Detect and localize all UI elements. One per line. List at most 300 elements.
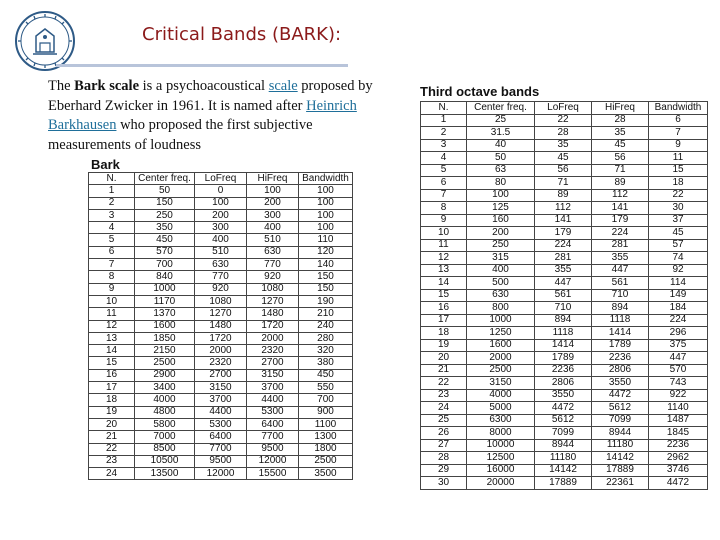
table-cell: 400 [247,222,299,234]
table-cell: 710 [535,302,592,315]
table-cell: 447 [649,352,708,365]
table-cell: 2236 [649,439,708,452]
table-cell: 2806 [535,377,592,390]
table-cell: 19 [421,339,467,352]
table-cell: 7700 [195,443,247,455]
table-cell: 2500 [467,364,535,377]
table-cell: 296 [649,327,708,340]
third-octave-caption: Third octave bands [420,84,540,99]
table-cell: 92 [649,264,708,277]
table-cell: 100 [467,189,535,202]
table-cell: 71 [592,164,649,177]
table-cell: 200 [467,227,535,240]
table-cell: 17 [89,382,135,394]
table-cell: 500 [467,277,535,290]
table-cell: 1480 [195,320,247,332]
table-cell: 200 [195,209,247,221]
table-cell: 56 [592,152,649,165]
table-cell: 4 [89,222,135,234]
table-cell: 2806 [592,364,649,377]
table-cell: 1300 [299,431,353,443]
table-cell: 24 [421,402,467,415]
table-cell: 149 [649,289,708,302]
table-row [421,377,708,390]
table-cell: 5000 [467,402,535,415]
table-cell: 22 [535,114,592,127]
table-cell: 7 [421,189,467,202]
table-cell: 1600 [467,339,535,352]
table-cell: 4400 [247,394,299,406]
table-row [421,289,708,302]
table-cell: 18 [89,394,135,406]
page-title: Critical Bands (BARK): [142,24,342,45]
table-cell: 380 [299,357,353,369]
table-cell: 14 [421,277,467,290]
table-row [421,189,708,202]
table-row [421,264,708,277]
table-cell: 114 [649,277,708,290]
table-cell: 45 [592,139,649,152]
table-cell: 56 [535,164,592,177]
table-cell: 450 [135,234,195,246]
table-cell: 3400 [135,382,195,394]
table-cell: 400 [467,264,535,277]
table-cell: 40 [467,139,535,152]
table-cell: 5300 [247,406,299,418]
table-cell: 1414 [535,339,592,352]
table-cell: 7 [89,259,135,271]
table-cell: 700 [299,394,353,406]
table-cell: 15 [421,289,467,302]
table-cell: 7099 [592,414,649,427]
table-cell: 63 [467,164,535,177]
table-cell: 1370 [135,308,195,320]
table-row [89,197,353,209]
table-row [421,352,708,365]
table-cell: 320 [299,345,353,357]
table-cell: 1170 [135,295,195,307]
table-cell: 100 [299,185,353,197]
table-cell: 22 [421,377,467,390]
table-cell: 11180 [535,452,592,465]
table-row [89,369,353,381]
table-cell: 447 [535,277,592,290]
table-row [89,468,353,480]
table-cell: 17 [421,314,467,327]
table-cell: 4000 [467,389,535,402]
table-row [421,402,708,415]
table-cell: 3550 [592,377,649,390]
table-cell: 300 [195,222,247,234]
table-row [89,295,353,307]
table-cell: 1250 [467,327,535,340]
table-row [421,214,708,227]
table-cell: 510 [247,234,299,246]
table-cell: 6400 [195,431,247,443]
table-cell: 922 [649,389,708,402]
table-row [421,164,708,177]
table-cell: 11180 [592,439,649,452]
table-cell: 100 [247,185,299,197]
table-cell: 250 [467,239,535,252]
table-row [421,152,708,165]
column-header: Bandwidth [299,173,353,185]
table-cell: 21 [421,364,467,377]
table-cell: 355 [592,252,649,265]
table-cell: 2236 [592,352,649,365]
table-cell: 80 [467,177,535,190]
table-cell: 4472 [535,402,592,415]
table-cell: 37 [649,214,708,227]
table-cell: 11 [649,152,708,165]
table-cell: 28 [421,452,467,465]
table-cell: 1845 [649,427,708,440]
table-cell: 1800 [299,443,353,455]
table-cell: 9 [649,139,708,152]
table-cell: 1720 [195,332,247,344]
table-row [89,394,353,406]
bark-table [88,172,353,480]
table-cell: 3150 [195,382,247,394]
table-cell: 13500 [135,468,195,480]
table-row [89,234,353,246]
table-cell: 630 [195,259,247,271]
table-row [89,246,353,258]
table-cell: 510 [195,246,247,258]
table-cell: 2900 [135,369,195,381]
table-cell: 3 [89,209,135,221]
column-header: LoFreq [535,102,592,115]
table-cell: 13 [421,264,467,277]
table-cell: 100 [195,197,247,209]
table-cell: 2700 [195,369,247,381]
table-row [421,464,708,477]
table-cell: 13 [89,332,135,344]
table-cell: 1789 [535,352,592,365]
table-cell: 1600 [135,320,195,332]
table-cell: 2150 [135,345,195,357]
table-cell: 3700 [195,394,247,406]
table-row [421,114,708,127]
column-header: N. [421,102,467,115]
column-header: Center freq. [135,173,195,185]
table-cell: 25 [467,114,535,127]
table-cell: 3150 [247,369,299,381]
table-cell: 800 [467,302,535,315]
table-cell: 5 [421,164,467,177]
table-header-row [89,173,353,185]
table-cell: 9 [421,214,467,227]
table-row [89,455,353,467]
table-row [89,320,353,332]
table-cell: 35 [592,127,649,140]
table-cell: 770 [247,259,299,271]
table-cell: 570 [135,246,195,258]
table-cell: 224 [592,227,649,240]
table-cell: 1 [89,185,135,197]
table-cell: 20000 [467,477,535,490]
table-cell: 400 [195,234,247,246]
table-cell: 179 [535,227,592,240]
table-cell: 2500 [299,455,353,467]
table-cell: 561 [592,277,649,290]
table-cell: 1100 [299,418,353,430]
table-cell: 4800 [135,406,195,418]
table-cell: 1000 [467,314,535,327]
table-cell: 6 [649,114,708,127]
table-cell: 30 [649,202,708,215]
table-cell: 920 [247,271,299,283]
table-cell: 224 [535,239,592,252]
table-cell: 22 [89,443,135,455]
table-row [421,314,708,327]
table-cell: 7 [649,127,708,140]
table-row [89,357,353,369]
table-cell: 50 [467,152,535,165]
table-cell: 2320 [247,345,299,357]
table-cell: 7000 [135,431,195,443]
table-cell: 1118 [535,327,592,340]
table-cell: 2500 [135,357,195,369]
table-row [421,477,708,490]
table-header-row [421,102,708,115]
table-cell: 140 [299,259,353,271]
table-cell: 4 [421,152,467,165]
table-cell: 14142 [535,464,592,477]
table-cell: 12500 [467,452,535,465]
table-cell: 450 [299,369,353,381]
table-cell: 45 [649,227,708,240]
table-cell: 3550 [535,389,592,402]
table-cell: 160 [467,214,535,227]
table-row [89,185,353,197]
scale-link[interactable]: scale [268,78,298,94]
table-cell: 12 [89,320,135,332]
table-row [89,332,353,344]
table-cell: 281 [535,252,592,265]
table-cell: 18 [649,177,708,190]
table-cell: 19 [89,406,135,418]
table-cell: 5300 [195,418,247,430]
table-cell: 8000 [467,427,535,440]
table-cell: 6 [89,246,135,258]
table-cell: 9 [89,283,135,295]
table-cell: 1270 [195,308,247,320]
table-cell: 1487 [649,414,708,427]
column-header: LoFreq [195,173,247,185]
table-cell: 5800 [135,418,195,430]
table-cell: 1080 [195,295,247,307]
table-cell: 210 [299,308,353,320]
table-cell: 23 [421,389,467,402]
table-cell: 50 [135,185,195,197]
table-cell: 2 [89,197,135,209]
table-cell: 200 [247,197,299,209]
table-cell: 1850 [135,332,195,344]
table-row [421,339,708,352]
table-cell: 1118 [592,314,649,327]
table-cell: 89 [535,189,592,202]
table-cell: 110 [299,234,353,246]
table-cell: 150 [299,283,353,295]
table-row [421,439,708,452]
title-underline [56,64,348,67]
table-cell: 184 [649,302,708,315]
table-cell: 6300 [467,414,535,427]
table-row [89,345,353,357]
table-cell: 15 [649,164,708,177]
table-cell: 1270 [247,295,299,307]
table-cell: 11 [421,239,467,252]
table-row [421,427,708,440]
table-cell: 900 [299,406,353,418]
table-row [421,414,708,427]
table-cell: 5612 [535,414,592,427]
table-cell: 840 [135,271,195,283]
table-cell: 89 [592,177,649,190]
table-cell: 45 [535,152,592,165]
table-cell: 2236 [535,364,592,377]
column-header: HiFreq [247,173,299,185]
table-cell: 2 [421,127,467,140]
table-cell: 141 [592,202,649,215]
table-cell: 4000 [135,394,195,406]
table-cell: 141 [535,214,592,227]
table-cell: 1414 [592,327,649,340]
table-cell: 15500 [247,468,299,480]
table-cell: 1080 [247,283,299,295]
table-cell: 0 [195,185,247,197]
table-cell: 31.5 [467,127,535,140]
table-cell: 1789 [592,339,649,352]
table-cell: 2000 [247,332,299,344]
table-cell: 21 [89,431,135,443]
table-cell: 630 [247,246,299,258]
table-row [89,443,353,455]
table-cell: 12000 [247,455,299,467]
table-cell: 570 [649,364,708,377]
table-cell: 6 [421,177,467,190]
table-cell: 700 [135,259,195,271]
table-cell: 112 [592,189,649,202]
table-cell: 1000 [135,283,195,295]
table-row [421,252,708,265]
table-cell: 18 [421,327,467,340]
table-cell: 8944 [535,439,592,452]
table-cell: 3746 [649,464,708,477]
table-cell: 125 [467,202,535,215]
table-cell: 24 [89,468,135,480]
table-row [89,259,353,271]
table-row [89,418,353,430]
table-cell: 770 [195,271,247,283]
table-cell: 28 [592,114,649,127]
column-header: Center freq. [467,102,535,115]
university-seal-icon [14,10,76,72]
table-row [89,222,353,234]
table-cell: 710 [592,289,649,302]
table-row [89,431,353,443]
table-cell: 9500 [195,455,247,467]
table-cell: 10500 [135,455,195,467]
table-cell: 27 [421,439,467,452]
table-cell: 10 [89,295,135,307]
table-row [421,227,708,240]
table-cell: 5 [89,234,135,246]
table-cell: 8500 [135,443,195,455]
table-cell: 12000 [195,468,247,480]
table-row [421,277,708,290]
table-row [89,308,353,320]
table-row [421,302,708,315]
bark-table-caption: Bark [91,157,120,172]
table-cell: 1140 [649,402,708,415]
table-cell: 20 [421,352,467,365]
table-cell: 25 [421,414,467,427]
table-cell: 2962 [649,452,708,465]
table-row [421,327,708,340]
table-cell: 3700 [247,382,299,394]
table-cell: 16 [89,369,135,381]
table-cell: 894 [592,302,649,315]
table-cell: 7700 [247,431,299,443]
table-row [89,406,353,418]
table-cell: 100 [299,209,353,221]
table-cell: 7099 [535,427,592,440]
table-cell: 5612 [592,402,649,415]
table-cell: 300 [247,209,299,221]
barkhausen-link[interactable]: Heinrich Barkhausen [48,97,357,133]
table-cell: 15 [89,357,135,369]
table-cell: 10000 [467,439,535,452]
table-cell: 250 [135,209,195,221]
table-cell: 28 [535,127,592,140]
table-row [89,283,353,295]
table-cell: 447 [592,264,649,277]
table-cell: 280 [299,332,353,344]
table-row [421,202,708,215]
table-cell: 6400 [247,418,299,430]
third-octave-table [420,101,708,490]
table-cell: 2320 [195,357,247,369]
table-row [421,364,708,377]
table-cell: 8 [89,271,135,283]
table-cell: 150 [135,197,195,209]
table-cell: 3500 [299,468,353,480]
table-cell: 894 [535,314,592,327]
table-cell: 3 [421,139,467,152]
table-cell: 16000 [467,464,535,477]
table-cell: 17889 [535,477,592,490]
table-cell: 71 [535,177,592,190]
table-cell: 30 [421,477,467,490]
table-cell: 4472 [592,389,649,402]
table-cell: 1720 [247,320,299,332]
table-cell: 355 [535,264,592,277]
table-cell: 2000 [467,352,535,365]
table-cell: 375 [649,339,708,352]
table-cell: 550 [299,382,353,394]
table-cell: 150 [299,271,353,283]
table-cell: 8 [421,202,467,215]
table-cell: 14142 [592,452,649,465]
table-row [421,139,708,152]
column-header: HiFreq [592,102,649,115]
table-cell: 281 [592,239,649,252]
table-cell: 4400 [195,406,247,418]
table-cell: 9500 [247,443,299,455]
table-cell: 17889 [592,464,649,477]
